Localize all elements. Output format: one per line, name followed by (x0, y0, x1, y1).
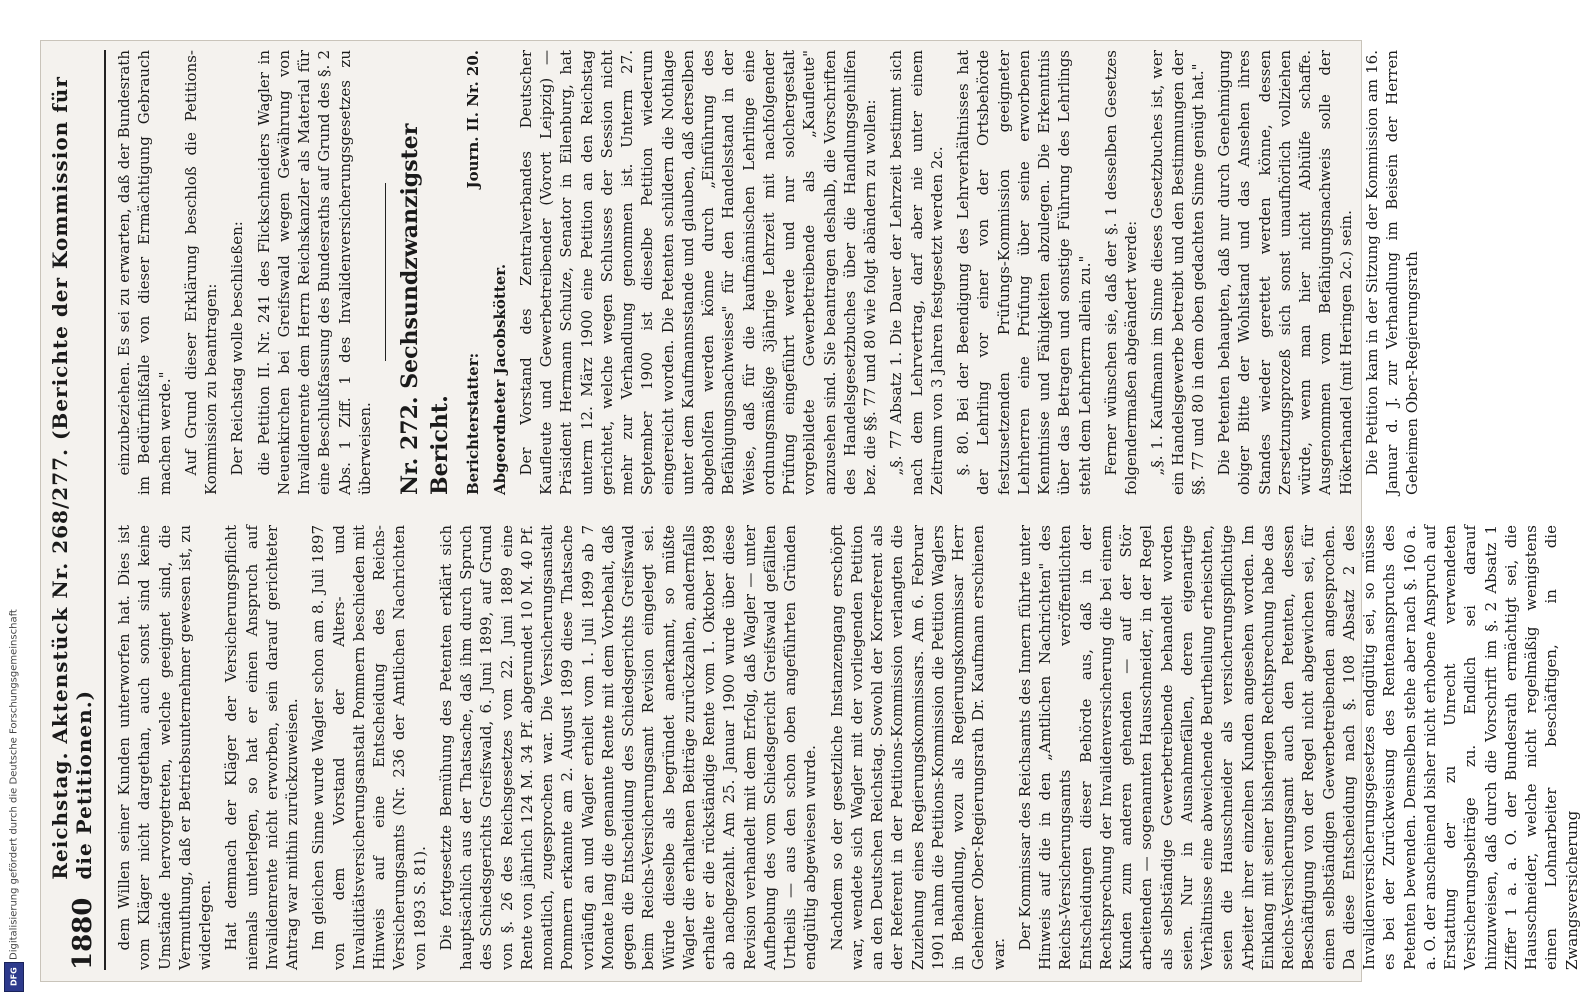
section-divider (385, 184, 386, 362)
reporter-row (490, 50, 510, 495)
paragraph: Die fortgesetzte Bemühung des Petenten erklärt sich hauptsächlich aus der Thatsache, daß ihm durch Spruch des Schiedsgerichts Greifswald, 6. Juni 1899, auf Grund von §. 26 des Reichsgesetzes vom 22. Juni 1889 eine Rente von jährlich 124 M. 34 Pf. abgerundet 10 M. 40 Pf. monatlich, zugesprochen war. Die Versicherungsanstalt Pommern erkannte am 2. August 1899 diese Thatsache vorläufig an und Wagler erhielt vom 1. Juli 1899 ab 7 Monate lang die genannte Rente mit dem Vorbehalt, daß gegen die Entscheidung des Schiedsgerichts Greifswald beim Reichs-Versicherungsamt Revision eingelegt sei. Würde dieselbe als begründet anerkannt, so müßte Wagler die erhaltenen Beiträge zurückzahlen, andernfalls erhalte er die rückständige Rente vom 1. Oktober 1898 ab nachgezahlt. Am 25. Januar 1900 wurde über diese Revision verhandelt mit dem Erfolg, daß Wagler — unter Aufhebung des vom Schiedsgericht Greifswald gefällten Urtheils — aus den schon oben angeführten Gründen endgültig abgewiesen wurde. (436, 525, 820, 970)
right-column (114, 50, 1422, 495)
digitization-credit: Digitalisierung gefördert durch die Deutsche Forschungsgemeinschaft (8, 609, 20, 960)
page-number: 1880 (68, 897, 98, 970)
paragraph: Im gleichen Sinne wurde Wagler schon am 8. Juli 1897 von dem Vorstand der Alters- und Invaliditätsversicherungsanstalt Pommern beschieden mit Hinweis auf eine Entscheidung des Reichs-Versicherungsamts (Nr. 236 der Amtlichen Nachrichten von 1893 S. 81). (309, 525, 429, 970)
report-title: Nr. 272. Sechsundzwanzigster Bericht. (397, 123, 453, 495)
paragraph: Der Vorstand des Zentralverbandes Deutscher Kaufleute und Gewerbetreibender (Vorort Leipzig) — Präsident Hermann Schulze, Senator in Eilenburg, hat unterm 12. März 1900 eine Petition an den Reichstag gerichtet, welche wegen Schlusses der Session nicht mehr zur Verhandlung genommen ist. Unterm 27. September 1900 ist dieselbe Petition wiederum eingereicht worden. Die Petenten schildern die Nothlage unter dem Kaufmannsstande und glauben, daß derselben abgeholfen werden könne durch „Einführung des Befähigungsnachweises" für den Handelsstand in der Weise, daß für die kaufmännischen Lehrlinge eine ordnungsmäßige 3jährige Lehrzeit mit nachfolgender Prüfung eingeführt werde und nur solchergestalt vorgebildete Gewerbetreibende als „Kaufleute" anzusehen sind. Sie beantragen deshalb, die Vorschriften des Handelsgesetzbuches über die Handlungsgehilfen bez. die §§. 77 und 80 wie folgt abändern zu wollen: (516, 50, 880, 495)
text-columns (114, 50, 1581, 970)
paragraph: §. 80. Bei der Beendigung des Lehrverhältnisses hat der Lehrling vor einer von der Ortsbehörde festzusetzenden Prüfungs-Kommission geeigneter Lehrherren eine Prüfung über seine erworbenen Kenntnisse und Fähigkeiten abzulegen. Die Erkenntnis über das Betragen und sonstige Führung des Lehrlings steht dem Lehrherrn allein zu." (954, 50, 1094, 495)
paragraph: Nachdem so der gesetzliche Instanzengang erschöpft war, wendete sich Wagler mit der vorliegenden Petition an den Deutschen Reichstag. Sowohl der Korreferent als der Referent in der Petitions-Kommission verlangten die Zuziehung eines Regierungskommissars. Am 6. Februar 1901 nahm die Petitions-Kommission die Petition Waglers in Behandlung, wozu als Regierungskommissar Herr Geheimer Ober-Regierungsrath Dr. Kaufmann erschienen war. (827, 525, 1008, 970)
paragraph: Auf Grund dieser Erklärung beschloß die Petitions-Kommission zu beantragen: (181, 50, 220, 495)
paragraph: Der Reichstag wolle beschließen: (228, 221, 247, 476)
paragraph: Der Kommissar des Reichsamts des Innern führte unter Hinweis auf die in den „Amtlichen Nachrichten" des Reichs-Versicherungsamts veröffentlichten Entscheidungen dieser Behörde aus, daß in der Rechtsprechung der Invalidenversicherung die bei einem Kunden zum anderen gehenden — auf der Stör arbeitenden — sogenannten Hausschneider, in der Regel als selbständige Gewerbetreibende behandelt worden seien. Nur in Ausnahmefällen, deren eigenartige Verhältnisse eine abweichende Beurtheilung erheischten, seien die Hausschneider als versicherungspflichtige Arbeiter ihrer einzelnen Kunden angesehen worden. Im Einklang mit seiner bisherigen Rechtsprechung habe das Reichs-Versicherungsamt auch den Petenten, dessen Beschäftigung von der Regel nicht abgewichen sei, für einen selbständigen Gewerbetreibenden angesprochen. Da diese Entscheidung nach §. 108 Absatz 2 des Invalidenversicherungsgesetzes endgültig sei, so müsse es bei der Zurückweisung des Rentenanspruchs des Petenten bewenden. Demselben stehe aber nach §. 160 a. a. O. der anscheinend bisher nicht erhobene Anspruch auf Erstattung der zu Unrecht verwendeten Versicherungsbeiträge zu. Endlich sei darauf hinzuweisen, daß durch die Vorschrift im §. 2 Absatz 1 Ziffer 1 a. a. O. der Bundesrath ermächtigt sei, die Hausschneider, welche nicht regelmäßig wenigstens einen Lohnarbeiter beschäftigen, in die Zwangsversicherung (1015, 525, 1581, 970)
journal-ref: Journ. II. Nr. 20. (464, 50, 483, 189)
reporter-name: Abgeordneter Jacobskötter. (490, 263, 509, 495)
paragraph: Ferner wünschen sie, daß der §. 1 desselben Gesetzes folgendermaßen abgeändert werde: (1101, 50, 1141, 495)
paragraph: die Petition II. Nr. 241 des Flickschneiders Wagler in Neuenkirchen bei Greifswald wegen Gewährung von Invalidenrente dem Herrn Reichskanzler als Material für eine Beschlußfassung des Bundesraths auf Grund des §. 2 Abs. 1 Ziff. 1 des Invalidenversicherungsgesetzes zu überweisen. (254, 50, 374, 495)
page-header (48, 50, 106, 970)
left-column (114, 525, 1581, 970)
paragraph: Die Petenten behaupten, daß nur durch Genehmigung obiger Bitte der Wohlstand und das Ansehen ihres Standes wieder gerettet werden könne, dessen Zersetzungsprozeß sich sonst unaufhörlich vollziehen würde, wenn man hier nicht Abhülfe schaffe. Ausgenommen vom Befähigungsnachweis solle der Hökerhandel (mit Heringen 2c.) sein. (1215, 50, 1355, 495)
paragraph: „§. 1. Kaufmann im Sinne dieses Gesetzbuches ist, wer ein Handelsgewerbe betreibt und den Bestimmungen der §§. 77 und 80 in dem oben gedachten Sinne genügt hat." (1148, 50, 1207, 495)
paragraph: „§. 77 Absatz 1. Die Dauer der Lehrzeit bestimmt sich nach dem Lehrvertrag, darf aber nie unter einem Zeitraum von 3 Jahren festgesetzt werden 2c. (887, 50, 946, 495)
digitization-sidebar (0, 0, 28, 1000)
paragraph: einzubeziehen. Es sei zu erwarten, daß der Bundesrath im Bedürfnißfalle von dieser Ermächtigung Gebrauch machen werde." (115, 50, 174, 495)
paragraph: Die Petition kam in der Sitzung der Kommission am 16. Januar d. J. zur Verhandlung im Beisein der Herren Geheimen Ober-Regierungsrath (1362, 50, 1422, 495)
paragraph: dem Willen seiner Kunden unterworfen hat. Dies ist vom Kläger nicht dargethan, auch sonst sind keine Umstände hervorgetreten, welche geeignet sind, die Vermuthung, daß er Betriebsunternehmer gewesen ist, zu widerlegen. (115, 525, 214, 970)
reporter-label: Berichterstatter: (464, 352, 483, 495)
running-head: Reichstag. Aktenstück Nr. 268/277. (Berichte der Kommission für die Petitionen.) (48, 76, 96, 880)
page-content (40, 40, 1581, 980)
paragraph: Hat demnach der Kläger der Versicherungspflicht niemals unterlegen, so hat er einen Anspruch auf Invalidenrente nicht erworben, sein darauf gerichteter Antrag war mithin zurückzuweisen. (222, 525, 301, 970)
dfg-logo: DFG (4, 962, 24, 992)
report-meta (463, 50, 483, 495)
